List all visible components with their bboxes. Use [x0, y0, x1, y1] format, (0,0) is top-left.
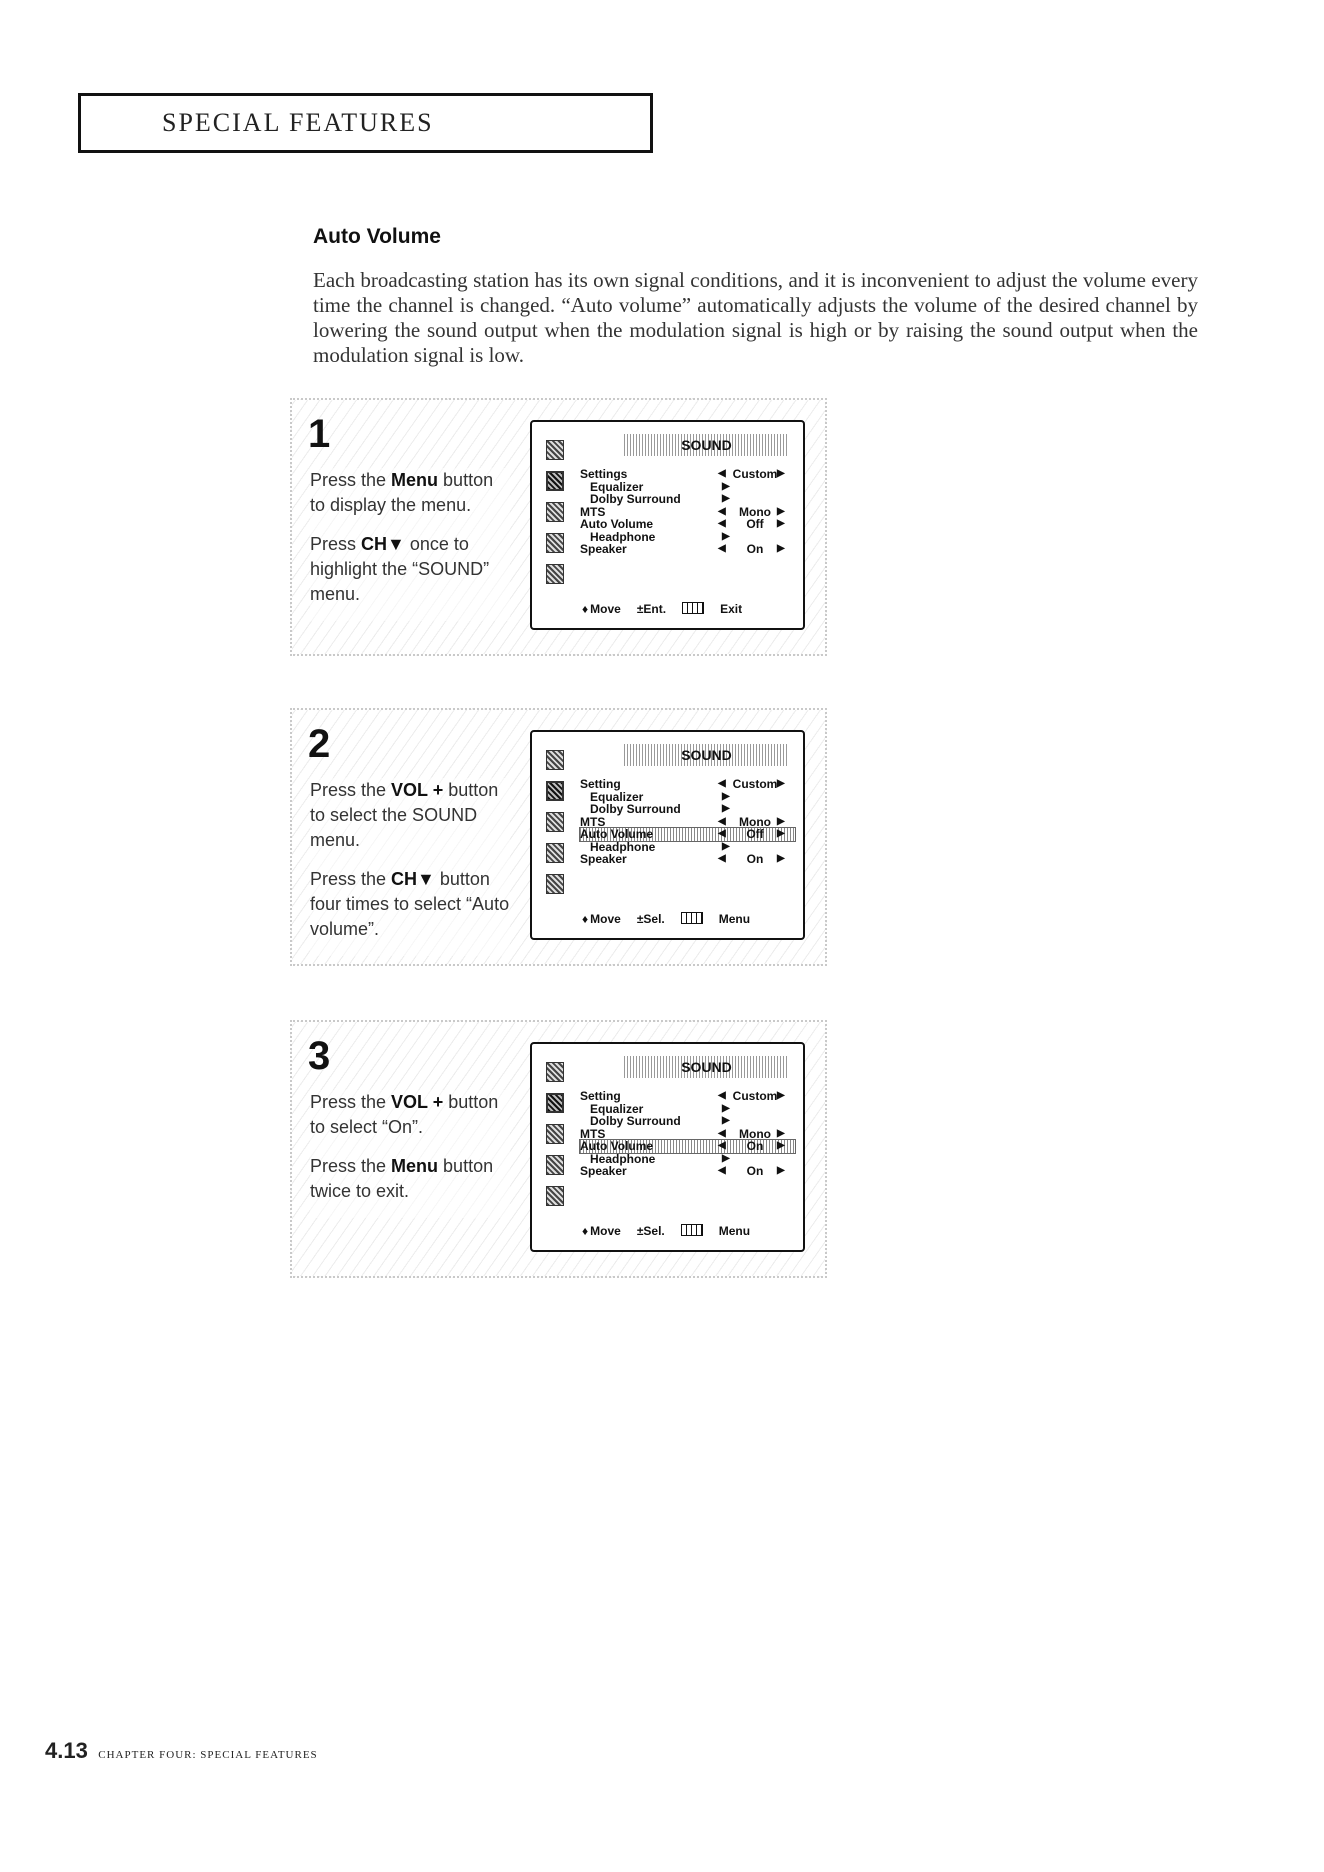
arrow-right-icon: ▶	[722, 530, 730, 542]
menu-item-label: Auto Volume	[580, 517, 654, 531]
key-name: VOL +	[391, 780, 444, 800]
menu-item-value: Custom	[732, 467, 778, 481]
arrow-right-icon: ▶	[777, 1127, 785, 1139]
input-icon	[546, 1186, 564, 1206]
arrow-right-icon: ▶	[777, 778, 785, 789]
menu-icon-column	[546, 1062, 566, 1217]
menu-footer	[582, 912, 792, 926]
arrow-right-icon: ▶	[777, 1165, 785, 1176]
step-paragraph	[310, 532, 510, 607]
menu-item-label: Dolby Surround	[590, 802, 681, 816]
menu-icon-column	[546, 750, 566, 905]
text: button to display the menu.	[310, 470, 494, 515]
menu-row	[580, 803, 795, 816]
select-hint: ±Sel.	[636, 1224, 665, 1238]
menu-row	[580, 853, 795, 866]
step-number: 3	[308, 1034, 331, 1078]
menu-key-icon	[682, 602, 704, 614]
exit-hint	[681, 1224, 750, 1238]
arrow-right-icon: ▶	[722, 493, 730, 504]
step-number: 2	[308, 722, 331, 766]
text: button twice to exit.	[310, 1156, 494, 1201]
menu-row	[580, 778, 795, 791]
arrow-left-icon: ◀	[718, 815, 726, 827]
step-paragraph	[310, 1090, 510, 1140]
exit-hint	[681, 912, 750, 926]
menu-item-value: Mono	[739, 1126, 771, 1141]
move-label: Move	[590, 912, 621, 926]
arrow-right-icon: ▶	[722, 790, 730, 802]
move-label: Move	[590, 1224, 621, 1238]
arrow-right-icon: ▶	[777, 1140, 785, 1151]
step-instructions	[310, 1090, 510, 1218]
menu-key-icon	[681, 1224, 703, 1236]
move-hint	[582, 602, 621, 616]
key-name: Menu	[391, 470, 439, 490]
menu-item-label: Equalizer	[590, 479, 644, 494]
arrow-left-icon: ◀	[718, 853, 726, 864]
exit-label: Menu	[718, 912, 751, 926]
arrow-left-icon: ◀	[718, 1140, 726, 1151]
picture-icon	[546, 1062, 564, 1082]
input-icon	[546, 874, 564, 894]
up-down-icon: ♦	[582, 912, 589, 926]
menu-row	[580, 493, 795, 506]
text: Press the	[310, 470, 392, 490]
arrow-right-icon: ▶	[777, 505, 785, 517]
arrow-left-icon: ◀	[718, 518, 726, 529]
menu-item-value: Mono	[739, 814, 771, 829]
section-body: Each broadcasting station has its own signal conditions, and it is inconvenient to adjust the volume every time the channel is changed. “Auto volume” automatically adjusts the volume of the desired channel by lowering the sound output when the modulation signal is high or by raising the sound output when the modulation signal is low.	[313, 268, 1198, 367]
menu-item-label: Speaker	[580, 852, 627, 866]
arrow-right-icon: ▶	[722, 803, 730, 814]
arrow-right-icon: ▶	[722, 840, 730, 852]
menu-list	[580, 468, 795, 556]
arrow-right-icon: ▶	[777, 828, 785, 839]
setup-icon	[546, 843, 564, 863]
up-down-icon: ♦	[582, 1224, 589, 1238]
tv-menu-screen	[530, 730, 805, 940]
menu-item-value: Mono	[739, 504, 771, 519]
arrow-left-icon: ◀	[718, 1127, 726, 1139]
arrow-right-icon: ▶	[722, 1152, 730, 1164]
tv-menu-screen	[530, 420, 805, 630]
menu-title: SOUND	[624, 1056, 789, 1078]
step-panel-3	[290, 1020, 827, 1278]
menu-item-label: Speaker	[580, 1164, 627, 1178]
menu-item-value: On	[746, 1139, 764, 1153]
menu-item-value: On	[746, 542, 764, 556]
arrow-left-icon: ◀	[718, 543, 726, 554]
menu-footer	[582, 602, 792, 616]
arrow-right-icon: ▶	[722, 480, 730, 492]
text: Press	[310, 534, 362, 554]
arrow-right-icon: ▶	[777, 1090, 785, 1101]
step-paragraph	[310, 778, 510, 853]
menu-item-label: Dolby Surround	[590, 1114, 681, 1128]
menu-list	[580, 778, 795, 866]
channel-icon	[546, 1124, 564, 1144]
menu-item-value: Custom	[732, 777, 778, 791]
menu-item-label: Setting	[580, 777, 621, 791]
step-instructions	[310, 778, 510, 956]
menu-title: SOUND	[624, 434, 789, 456]
menu-item-label: Headphone	[590, 839, 656, 854]
exit-label: Exit	[720, 602, 743, 616]
text: Press the	[310, 869, 392, 889]
step-paragraph	[310, 867, 510, 942]
select-hint: ±Sel.	[636, 912, 665, 926]
arrow-right-icon: ▶	[777, 518, 785, 529]
menu-item-label: Setting	[580, 1089, 621, 1103]
menu-item-label: Auto Volume	[580, 827, 654, 841]
select-hint: ±Ent.	[636, 602, 667, 616]
menu-item-label: MTS	[580, 504, 606, 519]
arrow-right-icon: ▶	[777, 543, 785, 554]
menu-item-value: Off	[746, 827, 764, 841]
menu-row	[580, 1115, 795, 1128]
picture-icon	[546, 440, 564, 460]
menu-list	[580, 1090, 795, 1178]
menu-row	[580, 1165, 795, 1178]
text: Press the	[310, 780, 392, 800]
sound-icon	[546, 471, 564, 491]
step-panel-2	[290, 708, 827, 966]
text: button to select “On”.	[310, 1092, 499, 1137]
menu-item-label: Headphone	[590, 1151, 656, 1166]
input-icon	[546, 564, 564, 584]
setup-icon	[546, 1155, 564, 1175]
channel-icon	[546, 812, 564, 832]
up-down-icon: ♦	[582, 602, 589, 616]
menu-row	[580, 518, 795, 531]
arrow-left-icon: ◀	[718, 505, 726, 517]
text: button to select the SOUND menu.	[310, 780, 499, 850]
text: Press the	[310, 1156, 392, 1176]
menu-row	[580, 1090, 795, 1103]
arrow-right-icon: ▶	[722, 1115, 730, 1126]
menu-row	[580, 828, 795, 841]
channel-icon	[546, 502, 564, 522]
menu-item-label: Settings	[580, 467, 628, 481]
menu-row	[580, 543, 795, 556]
menu-row	[580, 1140, 795, 1153]
exit-hint	[682, 602, 742, 616]
step-instructions	[310, 468, 510, 621]
arrow-right-icon: ▶	[777, 468, 785, 479]
menu-item-label: MTS	[580, 1126, 606, 1141]
menu-item-value: Off	[746, 517, 764, 531]
text: Press the	[310, 1092, 392, 1112]
menu-item-label: MTS	[580, 814, 606, 829]
section-heading: Auto Volume	[313, 225, 441, 248]
text: button four times to select “Auto volume”.	[310, 869, 510, 939]
key-name: CH▼	[361, 534, 405, 554]
move-label: Move	[590, 602, 621, 616]
page-number: 4.13	[45, 1738, 88, 1763]
menu-item-label: Equalizer	[590, 789, 644, 804]
picture-icon	[546, 750, 564, 770]
key-name: Menu	[391, 1156, 439, 1176]
menu-item-label: Headphone	[590, 529, 656, 544]
tv-menu-screen	[530, 1042, 805, 1252]
menu-item-value: On	[746, 852, 764, 866]
arrow-right-icon: ▶	[777, 853, 785, 864]
menu-row	[580, 468, 795, 481]
menu-title: SOUND	[624, 744, 789, 766]
arrow-left-icon: ◀	[718, 1090, 726, 1101]
arrow-left-icon: ◀	[718, 1165, 726, 1176]
arrow-right-icon: ▶	[777, 815, 785, 827]
step-paragraph	[310, 468, 510, 518]
arrow-left-icon: ◀	[718, 468, 726, 479]
text: once to highlight the “SOUND” menu.	[310, 534, 490, 604]
step-number: 1	[308, 412, 331, 456]
page-header-title: SPECIAL FEATURES	[162, 108, 434, 137]
step-paragraph	[310, 1154, 510, 1204]
arrow-left-icon: ◀	[718, 828, 726, 839]
step-panel-1	[290, 398, 827, 656]
chapter-label: CHAPTER FOUR: SPECIAL FEATURES	[98, 1749, 318, 1761]
page-footer	[45, 1738, 318, 1764]
key-name: CH▼	[391, 869, 435, 889]
menu-icon-column	[546, 440, 566, 595]
arrow-right-icon: ▶	[722, 1102, 730, 1114]
move-hint	[582, 1224, 621, 1238]
sound-icon	[546, 1093, 564, 1113]
sound-icon	[546, 781, 564, 801]
key-name: VOL +	[391, 1092, 444, 1112]
arrow-left-icon: ◀	[718, 778, 726, 789]
menu-item-label: Equalizer	[590, 1101, 644, 1116]
setup-icon	[546, 533, 564, 553]
menu-key-icon	[681, 912, 703, 924]
menu-item-label: Dolby Surround	[590, 492, 681, 506]
menu-item-label: Auto Volume	[580, 1139, 654, 1153]
menu-item-label: Speaker	[580, 542, 627, 556]
menu-item-value: On	[746, 1164, 764, 1178]
exit-label: Menu	[718, 1224, 751, 1238]
menu-footer	[582, 1224, 792, 1238]
move-hint	[582, 912, 621, 926]
menu-item-value: Custom	[732, 1089, 778, 1103]
